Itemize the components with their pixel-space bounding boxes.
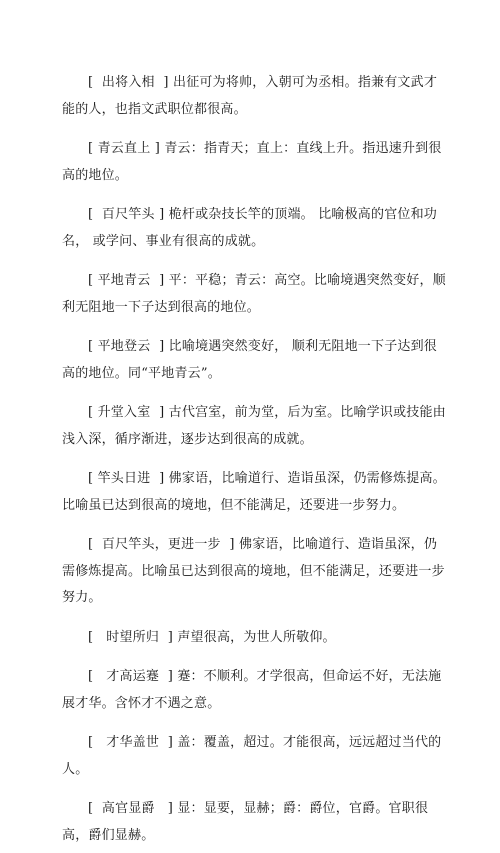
idiom-entry: [62, 70, 446, 123]
idiom-definition: 声望很高，为世人所敬仰。: [173, 629, 336, 645]
idiom-definition: 蹇：不顺利。才学很高，但命运不好，无法施展才华。含怀才不遇之意。: [62, 669, 442, 711]
idiom-entry: [62, 268, 446, 321]
idiom-definition: 平：平稳；青云：高空。比喻境遇突然变好，顺利无阻地一下子达到很高的地位。: [62, 273, 446, 315]
idiom-term: [ 升堂入室 ]: [88, 405, 165, 420]
idiom-entry: [62, 466, 446, 519]
idiom-term: [ 平地登云 ]: [88, 339, 165, 354]
document-page: [62, 57, 446, 853]
idiom-term: [ 竿头日进 ]: [88, 471, 165, 486]
idiom-entry: [62, 664, 446, 717]
idiom-definition: 佛家语，比喻道行、造诣虽深，仍需修炼提高。比喻虽已达到很高的境地，但不能满足，还要进一步努力。: [62, 537, 445, 605]
idiom-term: [ 高官显爵 ]: [88, 801, 174, 816]
idiom-definition: 桅杆或杂技长竿的顶端。 比喻极高的官位和功名， 或学问、事业有很高的成就。: [62, 207, 438, 249]
idiom-definition: 古代宫室，前为堂，后为室。比喻学识或技能由浅入深，循序渐进，逐步达到很高的成就。: [62, 405, 446, 447]
idiom-term: [ 百尺竿头 ]: [88, 207, 165, 222]
idiom-entry: [62, 334, 446, 387]
idiom-entry: [62, 796, 446, 849]
idiom-definition: 比喻境遇突然变好， 顺利无阻地一下子达到很高的地位。同“平地青云”。: [62, 339, 438, 381]
idiom-term: [ 才华盖世 ]: [88, 735, 174, 750]
idiom-entry: [62, 136, 446, 189]
idiom-term: [ 出将入相 ]: [88, 75, 169, 90]
idiom-definition: 青云：指青天；直上：直线上升。指迅速升到很高的地位。: [62, 141, 442, 183]
idiom-entry: [62, 625, 446, 652]
idiom-term: [ 时望所归 ]: [88, 629, 174, 645]
idiom-entry: [62, 730, 446, 783]
idiom-definition: 显：显要，显赫；爵：爵位，官爵。官职很高，爵们显赫。: [62, 801, 429, 843]
idiom-definition: 佛家语，比喻道行、造诣虽深，仍需修炼提高。比喻虽已达到很高的境地，但不能满足，还要进一步努力。: [62, 471, 446, 513]
idiom-term: [ 才高运蹇 ]: [88, 669, 174, 684]
idiom-definition: 盖：覆盖，超过。才能很高，远远超过当代的人。: [62, 735, 442, 777]
idiom-term: [ 平地青云 ]: [88, 273, 165, 288]
idiom-entry: [62, 532, 446, 612]
idiom-entry: [62, 400, 446, 453]
idiom-entry: [62, 202, 446, 255]
idiom-term: [ 百尺竿头，更进一步 ]: [88, 537, 235, 552]
idiom-term: [ 青云直上 ]: [88, 141, 161, 156]
idiom-definition: 出征可为将帅，入朝可为丞相。指兼有文武才能的人，也指文武职位都很高。: [62, 75, 438, 117]
